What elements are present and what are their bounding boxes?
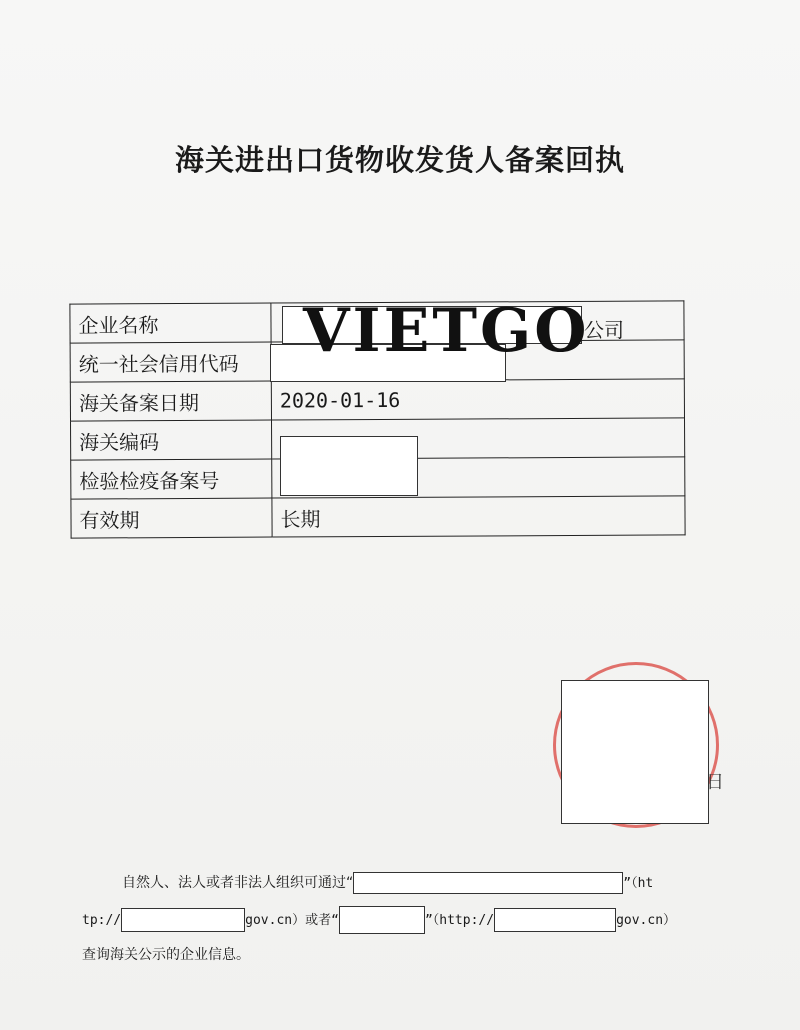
row-label-inspection-number: 检验检疫备案号 — [71, 459, 272, 499]
footer-text: ”（http:// — [424, 913, 495, 928]
company-name-suffix: 公司 — [584, 318, 624, 342]
footer-text: tp:// — [82, 913, 122, 928]
table-row — [70, 379, 684, 421]
footer-line-3 — [82, 944, 250, 964]
footer-text: 自然人、法人或者非法人组织可通过“ — [122, 875, 354, 891]
redaction-box-seal — [561, 680, 709, 824]
row-label-company-name: 企业名称 — [70, 303, 271, 343]
footer-text: gov.cn）或者“ — [245, 913, 339, 928]
redaction-box-site-name — [353, 872, 623, 894]
redaction-box-url-2 — [494, 908, 616, 932]
redaction-box-site-name-2 — [339, 906, 425, 934]
row-value-record-date: 2020-01-16 — [271, 379, 684, 420]
table-row — [71, 496, 685, 538]
watermark-logo: VIETGO — [303, 296, 590, 366]
redaction-box-customs-code — [280, 436, 418, 496]
row-label-validity: 有效期 — [71, 498, 272, 538]
redaction-box-url-1 — [121, 908, 245, 932]
seal-text-fragment: 日 — [706, 772, 724, 793]
footer-text: 查询海关公示的企业信息。 — [82, 947, 250, 963]
footer-text: ”（ht — [623, 876, 654, 891]
row-label-customs-code: 海关编码 — [71, 420, 272, 460]
document-title: 海关进出口货物收发货人备案回执 — [174, 143, 625, 177]
footer-line-1 — [122, 872, 653, 894]
row-value-validity: 长期 — [272, 496, 685, 537]
footer-line-2 — [82, 906, 676, 934]
row-label-credit-code: 统一社会信用代码 — [70, 342, 271, 382]
row-label-record-date: 海关备案日期 — [70, 381, 271, 421]
footer-text: gov.cn） — [616, 913, 677, 928]
